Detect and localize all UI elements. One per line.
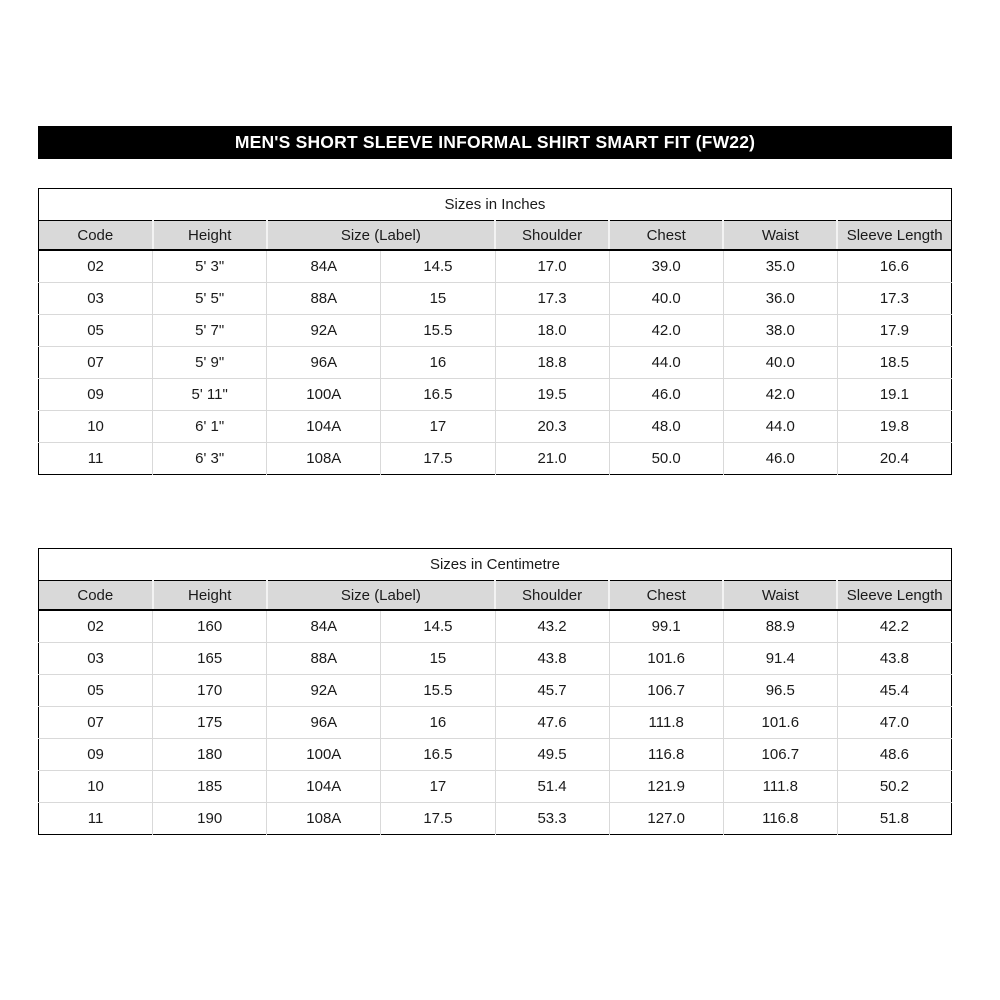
table-cell: 104A	[267, 411, 381, 443]
table-cell: 165	[153, 643, 267, 675]
table-cell: 51.8	[837, 803, 951, 835]
table-row	[39, 610, 952, 643]
table-cell: 03	[39, 643, 153, 675]
table-cell: 46.0	[609, 379, 723, 411]
table-cell: 190	[153, 803, 267, 835]
table-row	[39, 283, 952, 315]
table-cell: 180	[153, 739, 267, 771]
table-cell: 84A	[267, 250, 381, 283]
table-cell: 18.0	[495, 315, 609, 347]
table-cell: 20.3	[495, 411, 609, 443]
col-header-size-label: Size (Label)	[267, 581, 495, 611]
table-cell: 111.8	[723, 771, 837, 803]
table-cell: 44.0	[609, 347, 723, 379]
col-header-code: Code	[39, 221, 153, 251]
table-cell: 101.6	[723, 707, 837, 739]
table-cell: 02	[39, 610, 153, 643]
table-cell: 35.0	[723, 250, 837, 283]
table-row	[39, 675, 952, 707]
table-cell: 111.8	[609, 707, 723, 739]
sizes-in-centimetre-table	[38, 548, 952, 835]
table-cell: 36.0	[723, 283, 837, 315]
table-cell: 50.0	[609, 443, 723, 475]
table-cell: 104A	[267, 771, 381, 803]
col-header-height: Height	[153, 221, 267, 251]
table-cell: 05	[39, 315, 153, 347]
col-header-height: Height	[153, 581, 267, 611]
col-header-code: Code	[39, 581, 153, 611]
table-row	[39, 347, 952, 379]
table-cell: 17.5	[381, 803, 495, 835]
table-cell: 11	[39, 443, 153, 475]
table-cell: 175	[153, 707, 267, 739]
table-cell: 185	[153, 771, 267, 803]
table-cell: 03	[39, 283, 153, 315]
table-cell: 48.6	[837, 739, 951, 771]
col-header-waist: Waist	[723, 581, 837, 611]
table-cell: 5' 11"	[153, 379, 267, 411]
table-cell: 45.4	[837, 675, 951, 707]
table-cell: 10	[39, 411, 153, 443]
col-header-shoulder: Shoulder	[495, 581, 609, 611]
table-cell: 121.9	[609, 771, 723, 803]
table-row	[39, 443, 952, 475]
table-cell: 6' 3"	[153, 443, 267, 475]
table-body-centimetre	[39, 610, 952, 835]
table-cell: 49.5	[495, 739, 609, 771]
table-caption: Sizes in Centimetre	[39, 549, 952, 581]
table-cell: 16	[381, 347, 495, 379]
table-caption-row	[39, 189, 952, 221]
table-cell: 07	[39, 347, 153, 379]
table-cell: 43.2	[495, 610, 609, 643]
table-body-inches	[39, 250, 952, 475]
table-cell: 108A	[267, 803, 381, 835]
table-row	[39, 379, 952, 411]
header-row	[39, 221, 952, 251]
table-cell: 16.5	[381, 379, 495, 411]
sizes-in-centimetre-section	[38, 548, 952, 835]
col-header-waist: Waist	[723, 221, 837, 251]
table-cell: 40.0	[609, 283, 723, 315]
table-row	[39, 250, 952, 283]
table-cell: 39.0	[609, 250, 723, 283]
table-cell: 16	[381, 707, 495, 739]
table-cell: 09	[39, 379, 153, 411]
table-cell: 15.5	[381, 315, 495, 347]
table-cell: 5' 5"	[153, 283, 267, 315]
col-header-chest: Chest	[609, 581, 723, 611]
table-cell: 43.8	[837, 643, 951, 675]
table-cell: 38.0	[723, 315, 837, 347]
title-bar	[38, 126, 952, 159]
table-cell: 108A	[267, 443, 381, 475]
table-cell: 100A	[267, 379, 381, 411]
table-cell: 47.0	[837, 707, 951, 739]
sizes-in-inches-section	[38, 188, 952, 475]
table-cell: 16.5	[381, 739, 495, 771]
table-cell: 14.5	[381, 610, 495, 643]
table-cell: 106.7	[723, 739, 837, 771]
table-cell: 17.5	[381, 443, 495, 475]
table-cell: 53.3	[495, 803, 609, 835]
table-cell: 48.0	[609, 411, 723, 443]
table-cell: 88A	[267, 283, 381, 315]
table-cell: 88A	[267, 643, 381, 675]
table-cell: 116.8	[609, 739, 723, 771]
table-cell: 18.8	[495, 347, 609, 379]
table-cell: 43.8	[495, 643, 609, 675]
table-cell: 50.2	[837, 771, 951, 803]
table-cell: 16.6	[837, 250, 951, 283]
table-cell: 17.3	[837, 283, 951, 315]
col-header-shoulder: Shoulder	[495, 221, 609, 251]
table-cell: 19.8	[837, 411, 951, 443]
table-cell: 15	[381, 283, 495, 315]
table-cell: 10	[39, 771, 153, 803]
table-cell: 88.9	[723, 610, 837, 643]
page-title: MEN'S SHORT SLEEVE INFORMAL SHIRT SMART FIT (FW22)	[234, 132, 756, 152]
table-cell: 6' 1"	[153, 411, 267, 443]
table-cell: 100A	[267, 739, 381, 771]
table-row	[39, 315, 952, 347]
table-cell: 116.8	[723, 803, 837, 835]
sizes-in-inches-table	[38, 188, 952, 475]
table-cell: 42.0	[723, 379, 837, 411]
table-cell: 15	[381, 643, 495, 675]
col-header-sleeve-length: Sleeve Length	[837, 221, 951, 251]
table-cell: 51.4	[495, 771, 609, 803]
table-row	[39, 739, 952, 771]
table-cell: 05	[39, 675, 153, 707]
table-cell: 42.0	[609, 315, 723, 347]
table-cell: 40.0	[723, 347, 837, 379]
table-cell: 45.7	[495, 675, 609, 707]
table-row	[39, 707, 952, 739]
table-caption: Sizes in Inches	[39, 189, 952, 221]
table-cell: 17.3	[495, 283, 609, 315]
table-cell: 15.5	[381, 675, 495, 707]
col-header-chest: Chest	[609, 221, 723, 251]
table-cell: 44.0	[723, 411, 837, 443]
table-cell: 47.6	[495, 707, 609, 739]
table-cell: 18.5	[837, 347, 951, 379]
table-cell: 96A	[267, 347, 381, 379]
table-cell: 160	[153, 610, 267, 643]
header-row	[39, 581, 952, 611]
table-cell: 101.6	[609, 643, 723, 675]
table-cell: 96A	[267, 707, 381, 739]
table-cell: 84A	[267, 610, 381, 643]
table-cell: 5' 3"	[153, 250, 267, 283]
table-row	[39, 411, 952, 443]
table-cell: 96.5	[723, 675, 837, 707]
table-cell: 5' 7"	[153, 315, 267, 347]
table-cell: 14.5	[381, 250, 495, 283]
table-cell: 127.0	[609, 803, 723, 835]
table-cell: 17.9	[837, 315, 951, 347]
table-cell: 07	[39, 707, 153, 739]
table-cell: 09	[39, 739, 153, 771]
table-cell: 5' 9"	[153, 347, 267, 379]
table-cell: 11	[39, 803, 153, 835]
table-cell: 02	[39, 250, 153, 283]
table-row	[39, 803, 952, 835]
table-cell: 21.0	[495, 443, 609, 475]
table-caption-row	[39, 549, 952, 581]
table-cell: 46.0	[723, 443, 837, 475]
table-cell: 91.4	[723, 643, 837, 675]
table-cell: 19.1	[837, 379, 951, 411]
table-cell: 19.5	[495, 379, 609, 411]
table-cell: 42.2	[837, 610, 951, 643]
table-cell: 92A	[267, 675, 381, 707]
table-cell: 92A	[267, 315, 381, 347]
table-cell: 99.1	[609, 610, 723, 643]
col-header-sleeve-length: Sleeve Length	[837, 581, 951, 611]
table-cell: 17.0	[495, 250, 609, 283]
table-cell: 106.7	[609, 675, 723, 707]
table-cell: 170	[153, 675, 267, 707]
table-row	[39, 643, 952, 675]
table-cell: 17	[381, 411, 495, 443]
table-row	[39, 771, 952, 803]
col-header-size-label: Size (Label)	[267, 221, 495, 251]
table-cell: 20.4	[837, 443, 951, 475]
table-cell: 17	[381, 771, 495, 803]
